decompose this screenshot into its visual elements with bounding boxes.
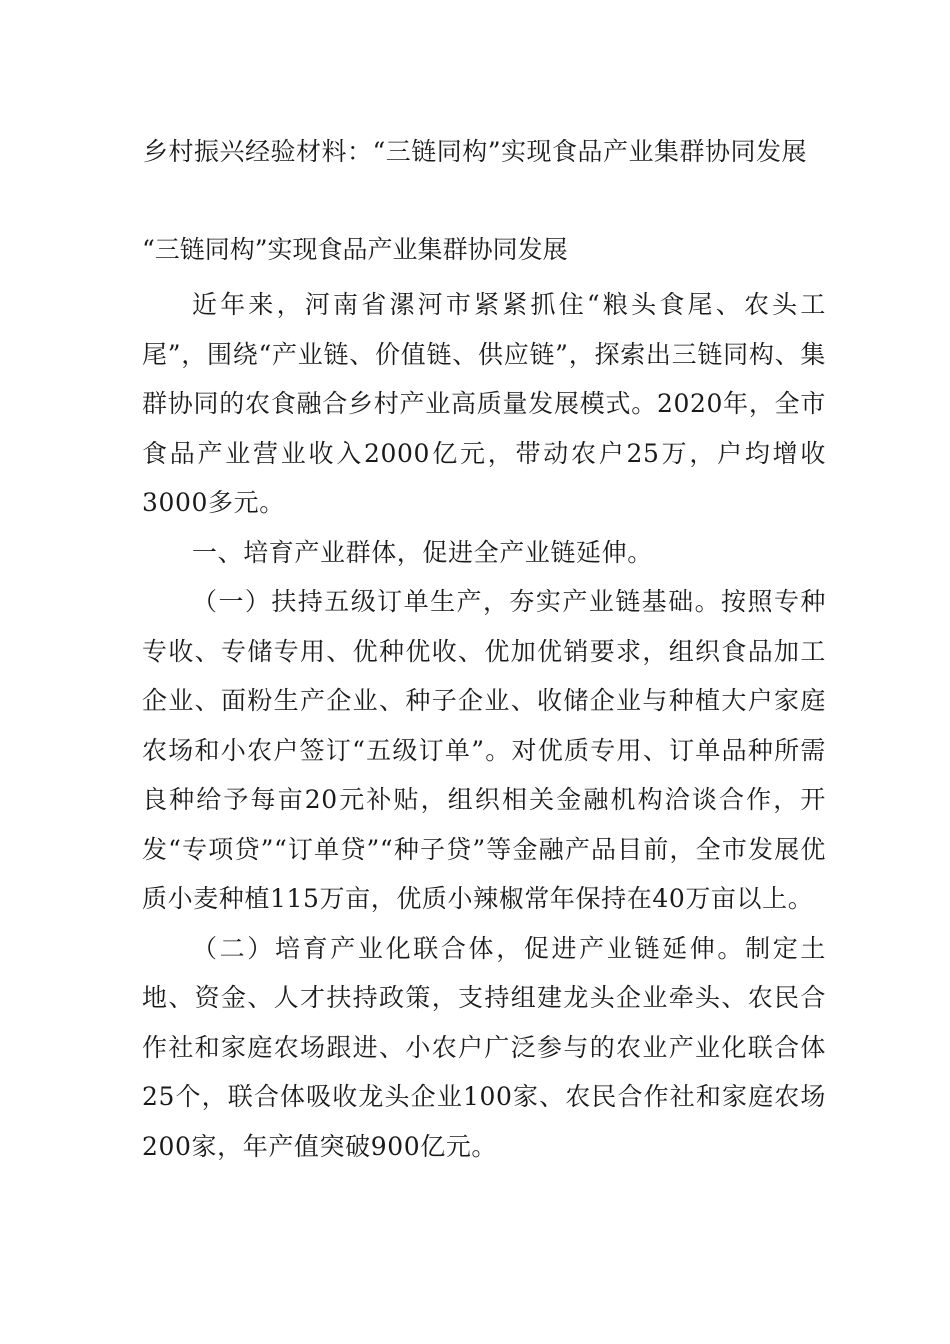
section-heading: 一、培育产业群体，促进全产业链延伸。 (192, 537, 653, 567)
subsection-paragraph-2: （二）培育产业化联合体，促进产业链延伸。制定土地、资金、人才扶持政策，支持组建龙头企业牵头、农民合作社和家庭农场跟进、小农户广泛参与的农业产业化联合体25个，联合体吸收龙头企业100家、农民合作社和家庭农场200家，年产值突破900亿元。 (142, 933, 826, 1161)
subsection-paragraph-1: （一）扶持五级订单生产，夯实产业链基础。按照专种专收、专储专用、优种优收、优加优销要求，组织食品加工企业、面粉生产企业、种子企业、收储企业与种植大户家庭农场和小农户签订“五级订单”。对优质专用、订单品种所需良种给予每亩20元补贴，组织相关金融机构洽谈合作，开发“专项贷”“订单贷”“种子贷”等金融产品目前，全市发展优质小麦种植115万亩，优质小辣椒常年保持在40万亩以上。 (142, 587, 826, 913)
intro-paragraph: 近年来，河南省漯河市紧紧抓住“粮头食尾、农头工尾”，围绕“产业链、价值链、供应链”，探索出三链同构、集群协同的农食融合乡村产业高质量发展模式。2020年，全市食品产业营业收入2000亿元，带动农户25万，户均增收3000多元。 (142, 290, 826, 517)
document-title: 乡村振兴经验材料：“三链同构”实现食品产业集群协同发展 (142, 137, 808, 166)
document-subtitle: “三链同构”实现食品产业集群协同发展 (142, 235, 568, 264)
document-body (142, 280, 826, 1171)
